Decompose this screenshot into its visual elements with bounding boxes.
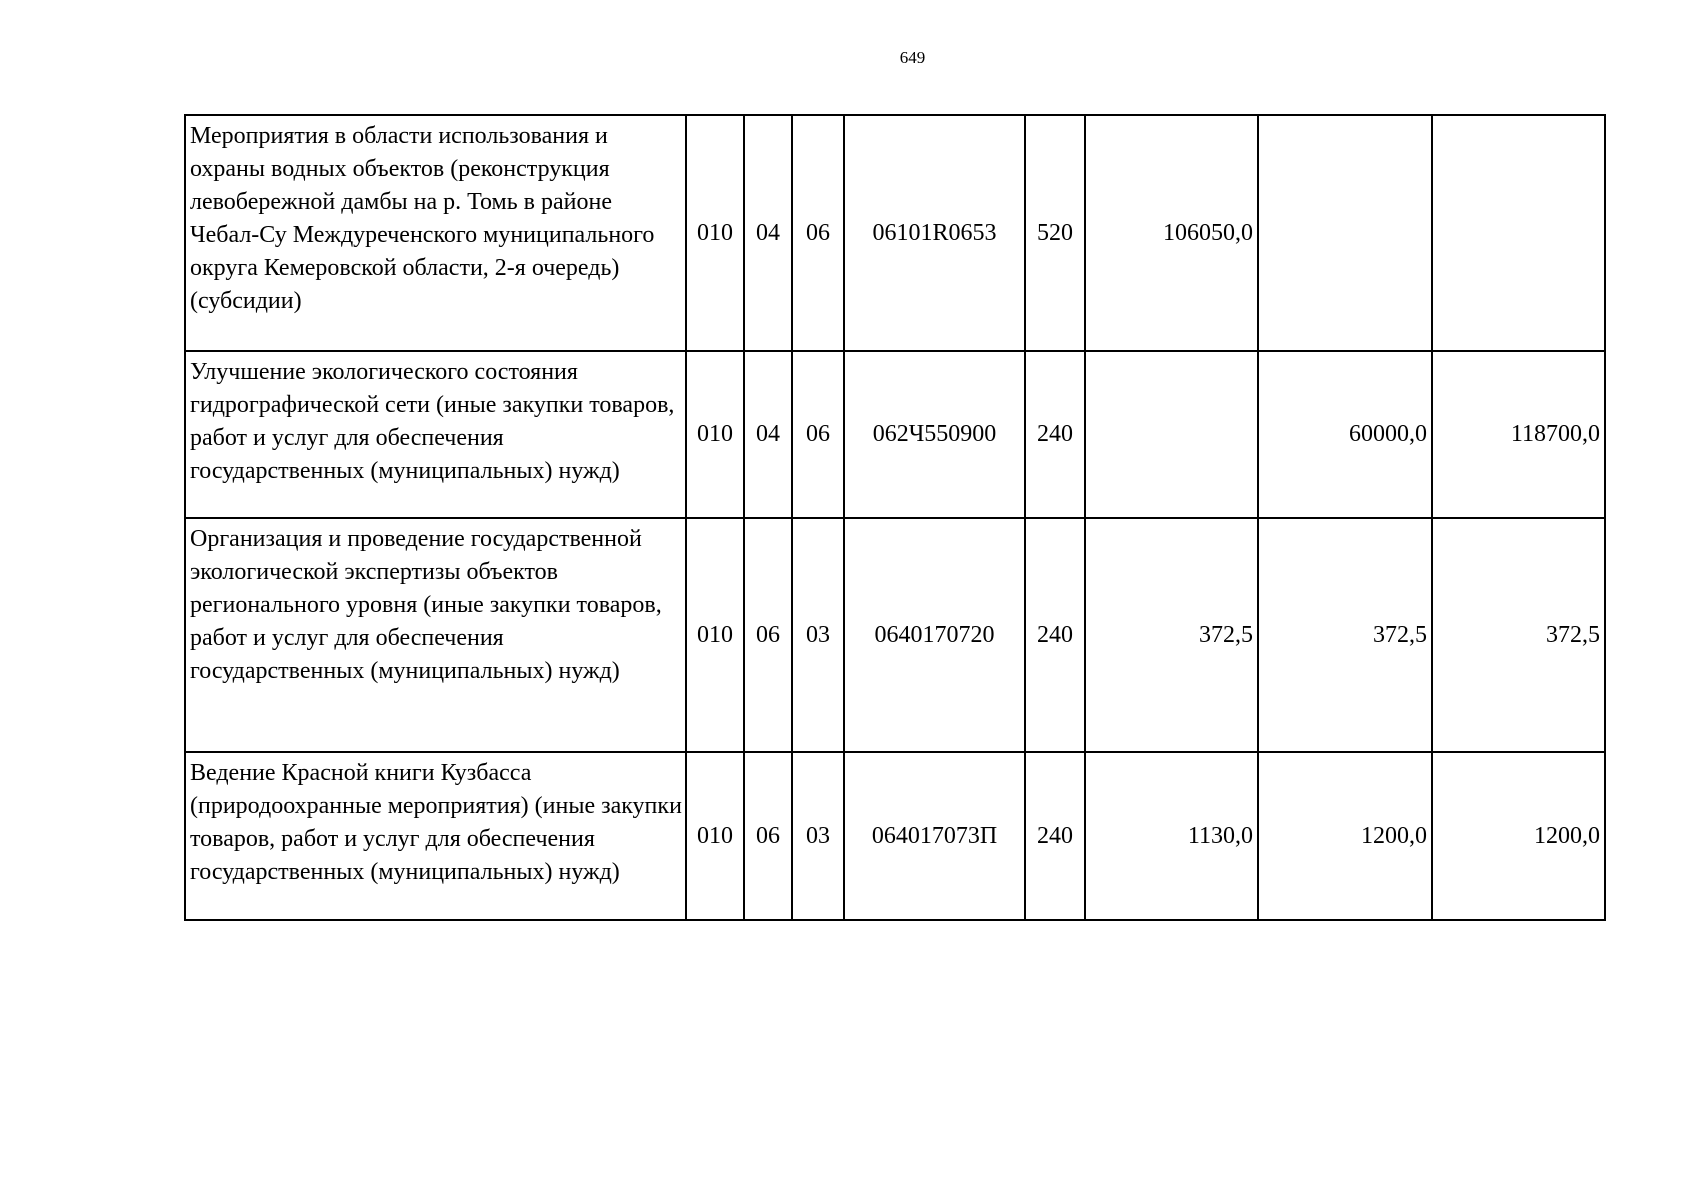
amount-year1-cell: 1130,0 (1085, 752, 1258, 920)
subsection-code-cell: 03 (792, 752, 844, 920)
section-code-cell: 06 (744, 752, 792, 920)
subsection-code-cell: 06 (792, 351, 844, 518)
row-name-cell: Организация и проведение государственной экологической экспертизы объектов регионального уровня (иные закупки товаров, работ и услуг для обеспечения государственных (муниципальных) нужд) (185, 518, 686, 752)
budget-table (184, 114, 1606, 921)
amount-year3-cell: 372,5 (1432, 518, 1605, 752)
amount-year2-cell (1258, 115, 1432, 351)
expense-type-cell: 520 (1025, 115, 1085, 351)
amount-year3-cell: 1200,0 (1432, 752, 1605, 920)
subsection-code-cell: 06 (792, 115, 844, 351)
expense-type-cell: 240 (1025, 351, 1085, 518)
amount-year3-cell (1432, 115, 1605, 351)
page-number: 649 (899, 48, 926, 67)
ministry-code-cell: 010 (686, 115, 744, 351)
ministry-code-cell: 010 (686, 518, 744, 752)
section-code-cell: 04 (744, 351, 792, 518)
row-name-cell: Мероприятия в области использования и охраны водных объектов (реконструкция левобережной дамбы на р. Томь в районе Чебал-Су Междуреченского муниципального округа Кемеровской области, 2-я очередь) (субсидии) (185, 115, 686, 351)
expense-type-cell: 240 (1025, 518, 1085, 752)
table-row (185, 752, 1605, 920)
amount-year1-cell: 372,5 (1085, 518, 1258, 752)
table-row (185, 518, 1605, 752)
amount-year2-cell: 372,5 (1258, 518, 1432, 752)
target-code-cell: 06101R0653 (844, 115, 1025, 351)
target-code-cell: 062Ч550900 (844, 351, 1025, 518)
row-name-cell: Ведение Красной книги Кузбасса (природоохранные мероприятия) (иные закупки товаров, работ и услуг для обеспечения государственных (муниципальных) нужд) (185, 752, 686, 920)
table-row (185, 115, 1605, 351)
table-row (185, 351, 1605, 518)
target-code-cell: 064017073П (844, 752, 1025, 920)
amount-year1-cell: 106050,0 (1085, 115, 1258, 351)
amount-year2-cell: 60000,0 (1258, 351, 1432, 518)
section-code-cell: 06 (744, 518, 792, 752)
row-name-cell: Улучшение экологического состояния гидрографической сети (иные закупки товаров, работ и услуг для обеспечения государственных (муниципальных) нужд) (185, 351, 686, 518)
amount-year3-cell: 118700,0 (1432, 351, 1605, 518)
amount-year2-cell: 1200,0 (1258, 752, 1432, 920)
target-code-cell: 0640170720 (844, 518, 1025, 752)
ministry-code-cell: 010 (686, 351, 744, 518)
amount-year1-cell (1085, 351, 1258, 518)
section-code-cell: 04 (744, 115, 792, 351)
subsection-code-cell: 03 (792, 518, 844, 752)
expense-type-cell: 240 (1025, 752, 1085, 920)
ministry-code-cell: 010 (686, 752, 744, 920)
